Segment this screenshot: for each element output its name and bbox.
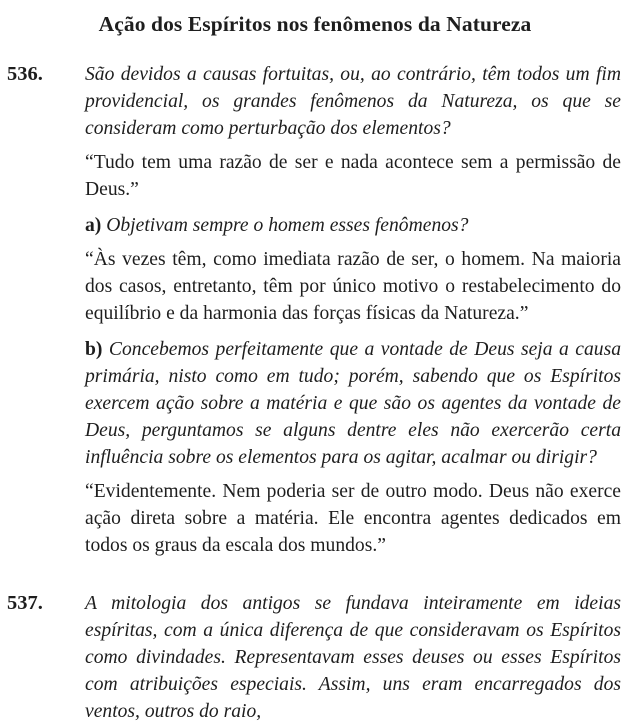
subquestion-b [85,336,621,471]
question-body [85,590,621,725]
subquestion-a [85,212,621,239]
answer-text: “Tudo tem uma razão de ser e nada acontece sem a permissão de Deus.” [85,152,621,200]
subquestion-text: Objetivam sempre o homem esses fenômenos? [106,215,469,236]
section-title: Ação dos Espíritos nos fenômenos da Natureza [98,12,532,36]
question-number: 537. [7,592,43,614]
question-body [85,61,621,559]
subquestion-label: a) [85,215,102,236]
subquestion-label: b) [85,339,103,360]
subanswer-a: “Às vezes têm, como imediata razão de ser, o homem. Na maioria dos casos, entretanto, têm por único motivo o restabelecimento do equilíbrio e da harmonia das forças físicas da Natureza.” [85,249,621,324]
question-text: São devidos a causas fortuitas, ou, ao contrário, têm todos um fim providencial, os grandes fenômenos da Natureza, os que se consideram como perturbação dos elementos? [85,64,621,139]
subanswer-b: “Evidentemente. Nem poderia ser de outro modo. Deus não exerce ação direta sobre a matéria. Ele encontra agentes dedicados em todos os graus da escala dos mundos.” [85,481,621,556]
question-text: A mitologia dos antigos se fundava inteiramente em ideias espíritas, com a única diferença de que consideravam os Espíritos como divindades. Representavam esses deuses ou esses Espíritos com atribuições especiais. Assim, uns eram encarregados dos ventos, outros do raio, [85,593,621,722]
subquestion-text: Concebemos perfeitamente que a vontade de Deus seja a causa primária, nisto como em tudo; porém, sabendo que os Espíritos exercem ação sobre a matéria e que são os agentes da vontade de Deus, perguntamos se alguns dentre eles não exercerão certa influência sobre os elementos para os agitar, acalmar ou dirigir? [85,339,621,468]
question-number: 536. [7,63,43,85]
